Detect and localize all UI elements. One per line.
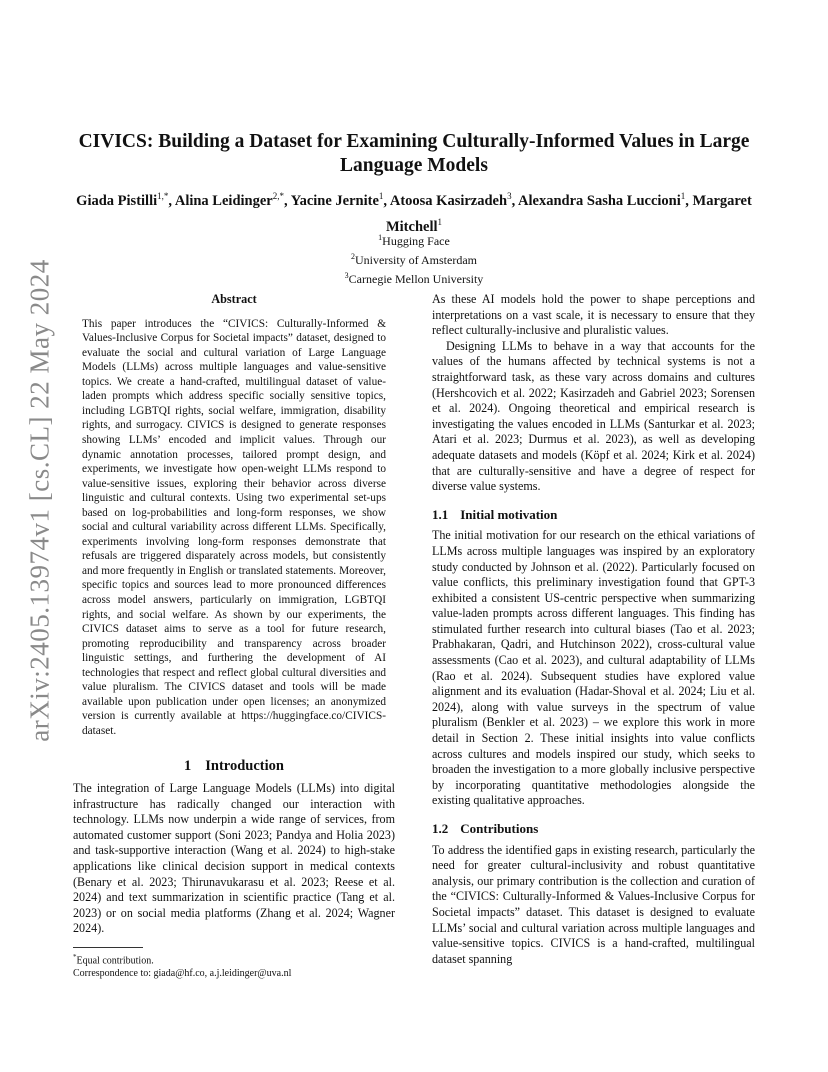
- author-affil-mark: 3: [507, 191, 512, 201]
- author: Alexandra Sasha Luccioni$^1$,: [518, 191, 693, 209]
- subsection-title: Initial motivation: [460, 506, 558, 522]
- motivation-paragraph: The initial motivation for our research on the ethical variations of LLMs across multiple languages was inspired by an exploratory study conducted by Johnson et al. (2022). Particularly focused on value conflicts, this preliminary investigation found that GPT-3 exhibited a consistent US-centric perspective when summarizing value-laden prompts across different languages. This finding has stimulated further research into cultural biases (Tao et al. 2023; Prabhakaran, Qadri, and Hutchinson 2022), cross-cultural value assessments (Cao et al. 2023), and cultural adaptability of LLMs (Rao et al. 2024). Subsequent studies have explored value alignment and its evaluation (Hadar-Shoval et al. 2024; Liu et al. 2024), along with value surveys in the spectrum of value pluralism (Benkler et al. 2023) – we explore this work in more detail in Section 2. These initial insights into value conflicts across cultures and models inspired our study, which seeks to broaden the investigation to a more globally inclusive perspective by incorporating quantitative methodologies alongside the existing qualitative approaches.: [432, 528, 755, 808]
- section-heading-introduction: [73, 759, 395, 775]
- section-number: 1: [184, 758, 192, 775]
- author-name: Margaret Mitchell: [385, 192, 752, 235]
- subsection-heading-initial-motivation: [432, 507, 755, 523]
- intro-paragraph: As these AI models hold the power to shape perceptions and interpretations on a vast scale, it is necessary to ensure that they reflect culturally-inclusive and pluralistic values.: [432, 292, 755, 338]
- subsection-number: 1.2: [432, 821, 449, 836]
- left-column: [73, 292, 395, 980]
- author-name: Alina Leidinger: [174, 192, 273, 209]
- contributions-paragraph: To address the identified gaps in existing research, particularly the need for greater cultural-inclusivity and robust quantitative analysis, our primary contribution is the collection and curation of the “CIVICS: Culturally-Informed & Values-Inclusive Corpus for Societal impacts” dataset. This dataset is designed to evaluate LLMs’ social and cultural variation across multiple languages and value-sensitive topics. CIVICS is a hand-crafted, multilingual dataset spanning: [432, 842, 755, 966]
- subsection-number: 1.1: [432, 506, 449, 522]
- right-column: [432, 292, 755, 967]
- author-affil-mark: 1: [437, 216, 443, 227]
- footnote-correspondence: Correspondence to: giada@hf.co, a.j.leidinger@uva.nl: [73, 968, 292, 980]
- footnote-equal-contribution: *Equal contribution.: [73, 952, 154, 967]
- author-affil-mark: 1: [378, 191, 384, 201]
- section-title: Introduction: [205, 758, 284, 775]
- author-affil-mark: 1,*: [157, 191, 169, 201]
- author-affil-mark: 2,*: [272, 191, 284, 201]
- author-name: Giada Pistilli: [76, 192, 158, 209]
- affiliation: $^3$Carnegie Mellon University: [344, 271, 484, 286]
- intro-paragraph: Designing LLMs to behave in a way that accounts for the values of the humans affected by technical systems is not a straightforward task, as these vary across domains and cultures (Hershcovich et al. 2022; Kasirzadeh and Gabriel 2023; Sorensen et al. 2024). Ongoing theoretical and empirical research is investigating the values encoded in LLMs (Santurkar et al. 2023; Atari et al. 2023; Durmus et al. 2023), as well as developing adequate datasets and models (Köpf et al. 2024; Kirk et al. 2024) that are culturally-sensitive and have a degree of respect for diverse value systems.: [432, 338, 755, 494]
- author: Alina Leidinger$^{2,*}$,: [174, 191, 291, 209]
- affiliation: $^2$University of Amsterdam: [351, 252, 477, 267]
- author-name: Yacine Jernite: [290, 192, 379, 209]
- paper-title: CIVICS: Building a Dataset for Examining Culturally-Informed Values in Large Language Models: [78, 131, 750, 176]
- author-affil-mark: 1: [680, 191, 686, 201]
- author: Yacine Jernite$^1$,: [290, 191, 390, 209]
- affiliation: $^1$Hugging Face: [378, 233, 450, 248]
- arxiv-id-text: arXiv:2405.13974v1 [cs.CL] 22 May 2024: [24, 258, 55, 742]
- affiliation-list: [70, 230, 758, 287]
- author-name: Alexandra Sasha Luccioni: [518, 192, 681, 209]
- abstract-text: This paper introduces the “CIVICS: Culturally-Informed & Values-Inclusive Corpus for Societal impacts” dataset, designed to evaluate the social and cultural variation of Large Language Models (LLMs) across multiple languages and value-sensitive topics. We create a hand-crafted, multilingual dataset of value-laden prompts which address specific socially sensitive topics, including LGBTQI rights, social welfare, immigration, disability rights, and surrogacy. CIVICS is designed to generate responses showing LLMs’ encoded and implicit values. Through our dynamic annotation processes, tailored prompt design, and experiments, we investigate how open-weight LLMs respond to value-sensitive issues, exploring their behavior across diverse linguistic and cultural contexts. Using two experimental set-ups based on log-probabilities and long-form responses, we show social and cultural variability across different LLMs. Specifically, experiments involving long-form responses demonstrate that refusals are triggered disparately across models, but consistently and more frequently in English or translated statements. Moreover, specific topics and sources lead to more pronounced differences across model answers, particularly on immigration, LGBTQI rights, and social welfare. As shown by our experiments, the CIVICS dataset aims to serve as a tool for future research, promoting reproducibility and transparency across broader linguistic settings, and furthering the development of AI technologies that respect and reflect global cultural diversities and value pluralism. The CIVICS dataset and tools will be made available upon publication under open licenses; an anonymized version is currently available at https://huggingface.co/CIVICS-dataset.: [82, 317, 386, 737]
- abstract-heading: Abstract: [211, 292, 257, 306]
- intro-paragraph: The integration of Large Language Models (LLMs) into digital infrastructure has radically changed our interaction with technology. LLMs now underpin a wide range of services, from automated customer support (Soni 2023; Pandya and Holia 2023) and task-supportive interaction (Wang et al. 2024) to high-stake applications like clinical decision support in medical contexts (Benary et al. 2023; Thirunavukarasu et al. 2023; Reese et al. 2024) and text summarization in scientific practice (Tang et al. 2023) or on social media platforms (Zhang et al. 2024; Wagner 2024).: [73, 781, 395, 936]
- subsection-title: Contributions: [460, 821, 539, 836]
- author: Giada Pistilli$^{1,*}$,: [76, 191, 175, 209]
- footnote-divider: [73, 947, 143, 948]
- subsection-heading-contributions: [432, 821, 755, 837]
- author-name: Atoosa Kasirzadeh: [389, 192, 508, 209]
- arxiv-identifier-stamp: [22, 258, 58, 742]
- author: Atoosa Kasirzadeh$^3$,: [389, 191, 519, 209]
